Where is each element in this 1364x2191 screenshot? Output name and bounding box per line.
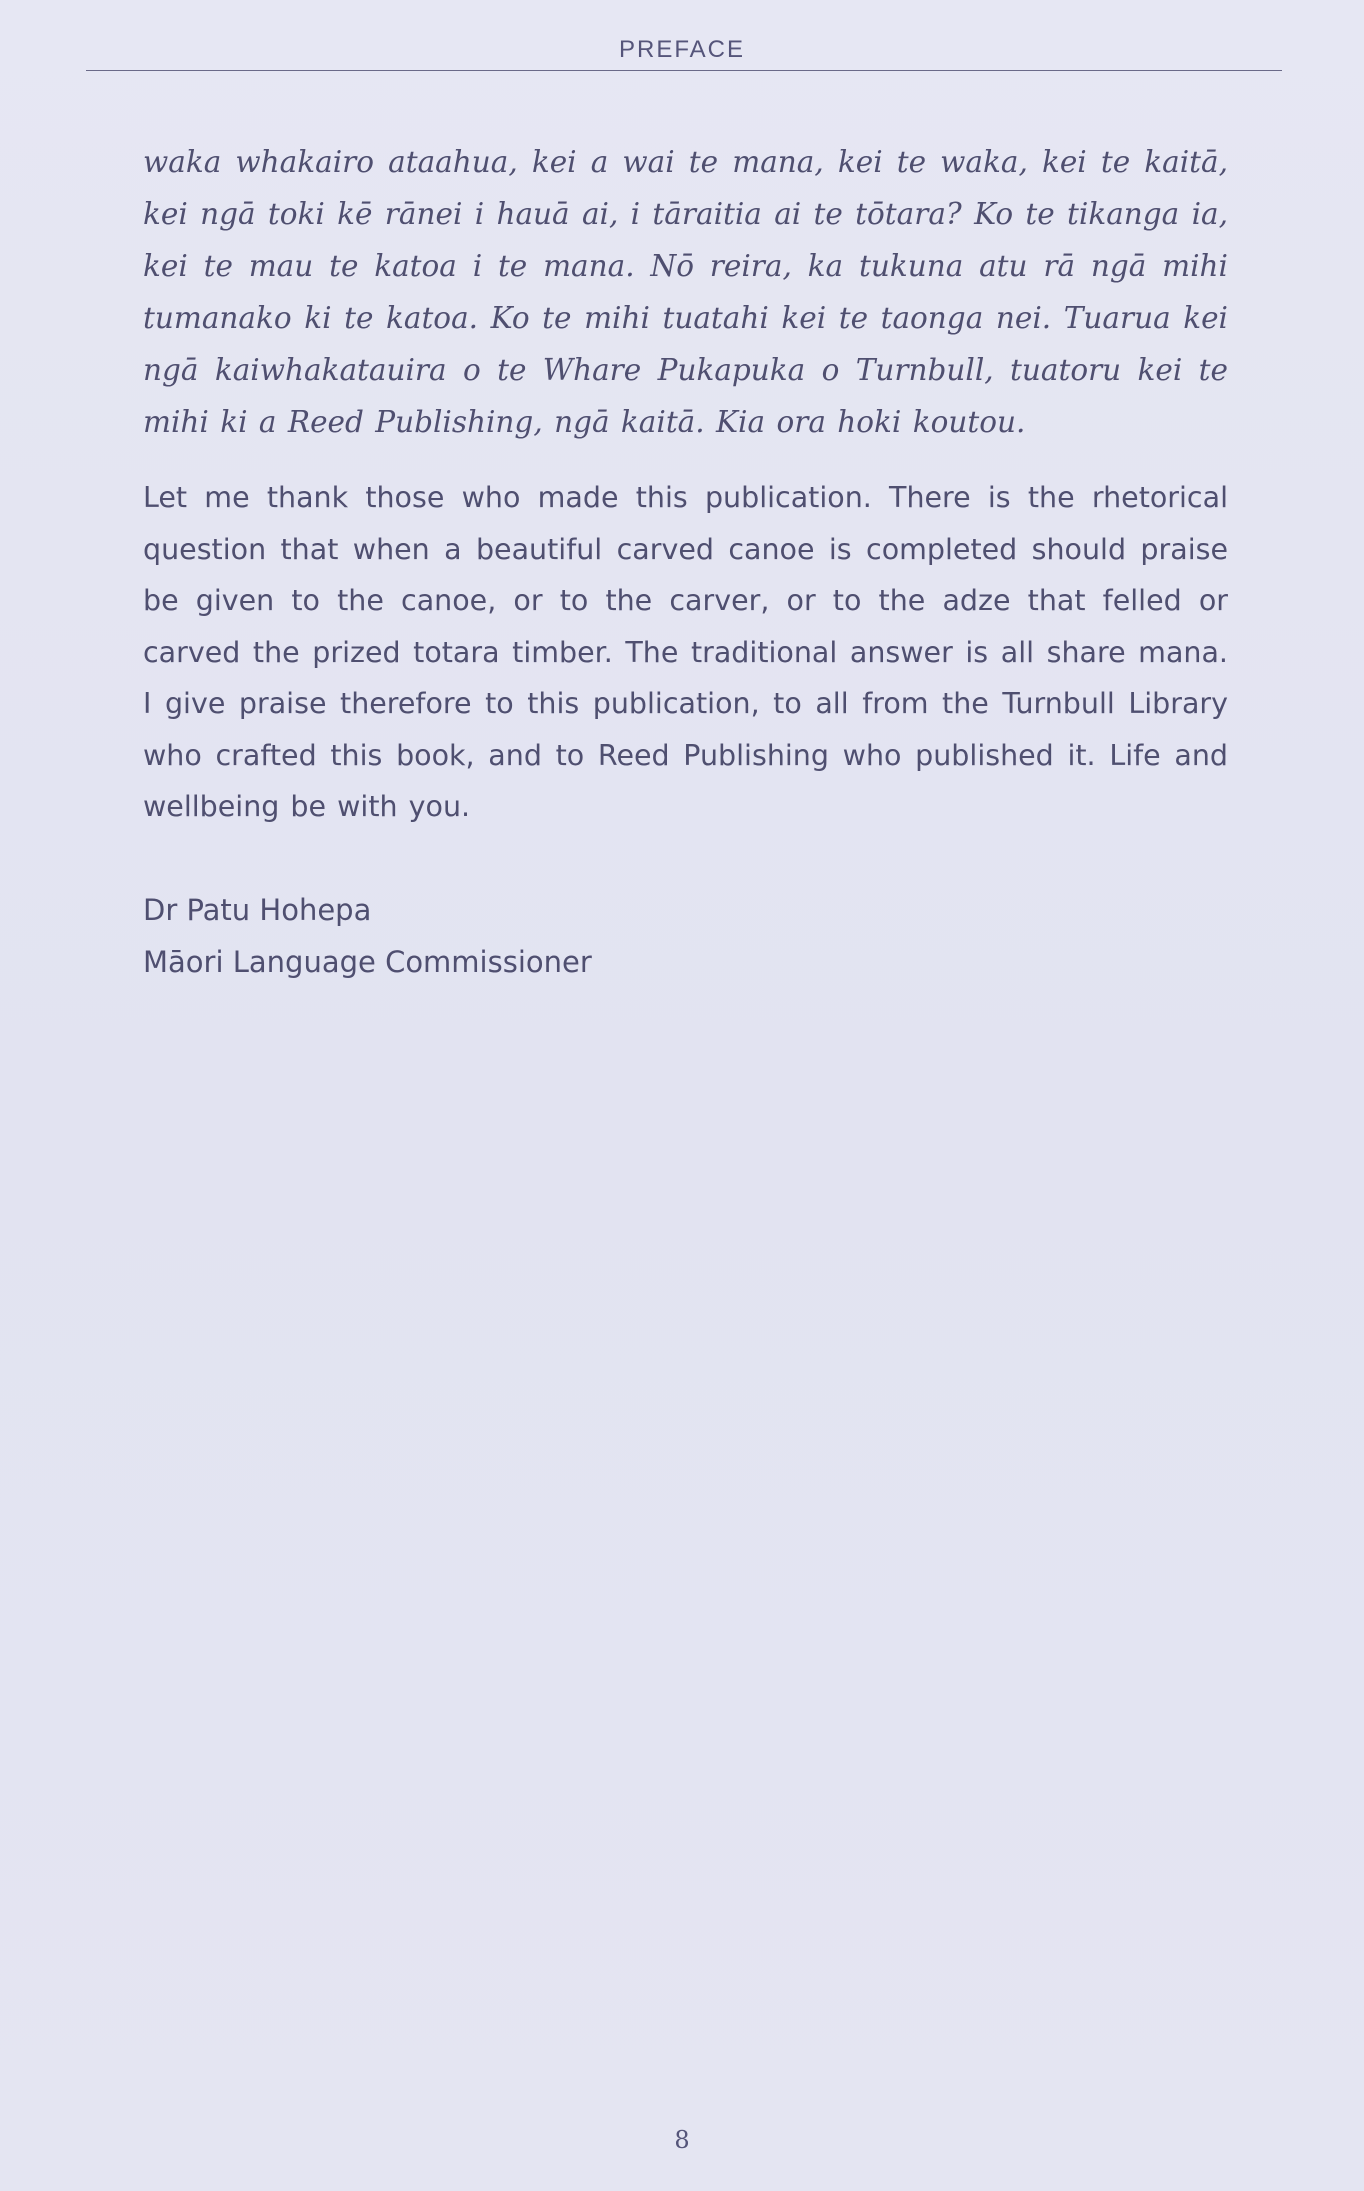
- maori-paragraph: waka whakairo ataahua, kei a wai te mana, kei te waka, kei te kaitā, kei ngā toki kē rānei i hauā ai, i tāraitia ai te tōtara? Ko te tikanga ia, kei te mau te katoa i te mana. Nō reira, ka tukuna atu rā ngā mihi tumanako ki te katoa. Ko te mihi tuatahi kei te taonga nei. Tuarua kei ngā kaiwhakatauira o te Whare Pukapuka o Turnbull, tuatoru kei te mihi ki a Reed Publishing, ngā kaitā. Kia ora hoki koutou.: [143, 145, 1228, 439]
- running-head: PREFACE: [618, 36, 746, 63]
- signature-name: Dr Patu Hohepa: [143, 892, 372, 927]
- english-paragraph: Let me thank those who made this publication. There is the rhetorical question that when a beautiful carved canoe is completed should praise be given to the canoe, or to the carver, or to the adze that felled or carved the prized totara timber. The traditional answer is all share mana. I give praise therefore to this publication, to all from the Turnbull Library who crafted this book, and to Reed Publishing who published it. Life and wellbeing be with you.: [143, 481, 1228, 823]
- signature-block: [143, 884, 1228, 988]
- header-rule: [86, 70, 1282, 71]
- body-text: [143, 136, 1228, 988]
- signature-title: Māori Language Commissioner: [143, 944, 592, 979]
- page-number: 8: [674, 2126, 690, 2154]
